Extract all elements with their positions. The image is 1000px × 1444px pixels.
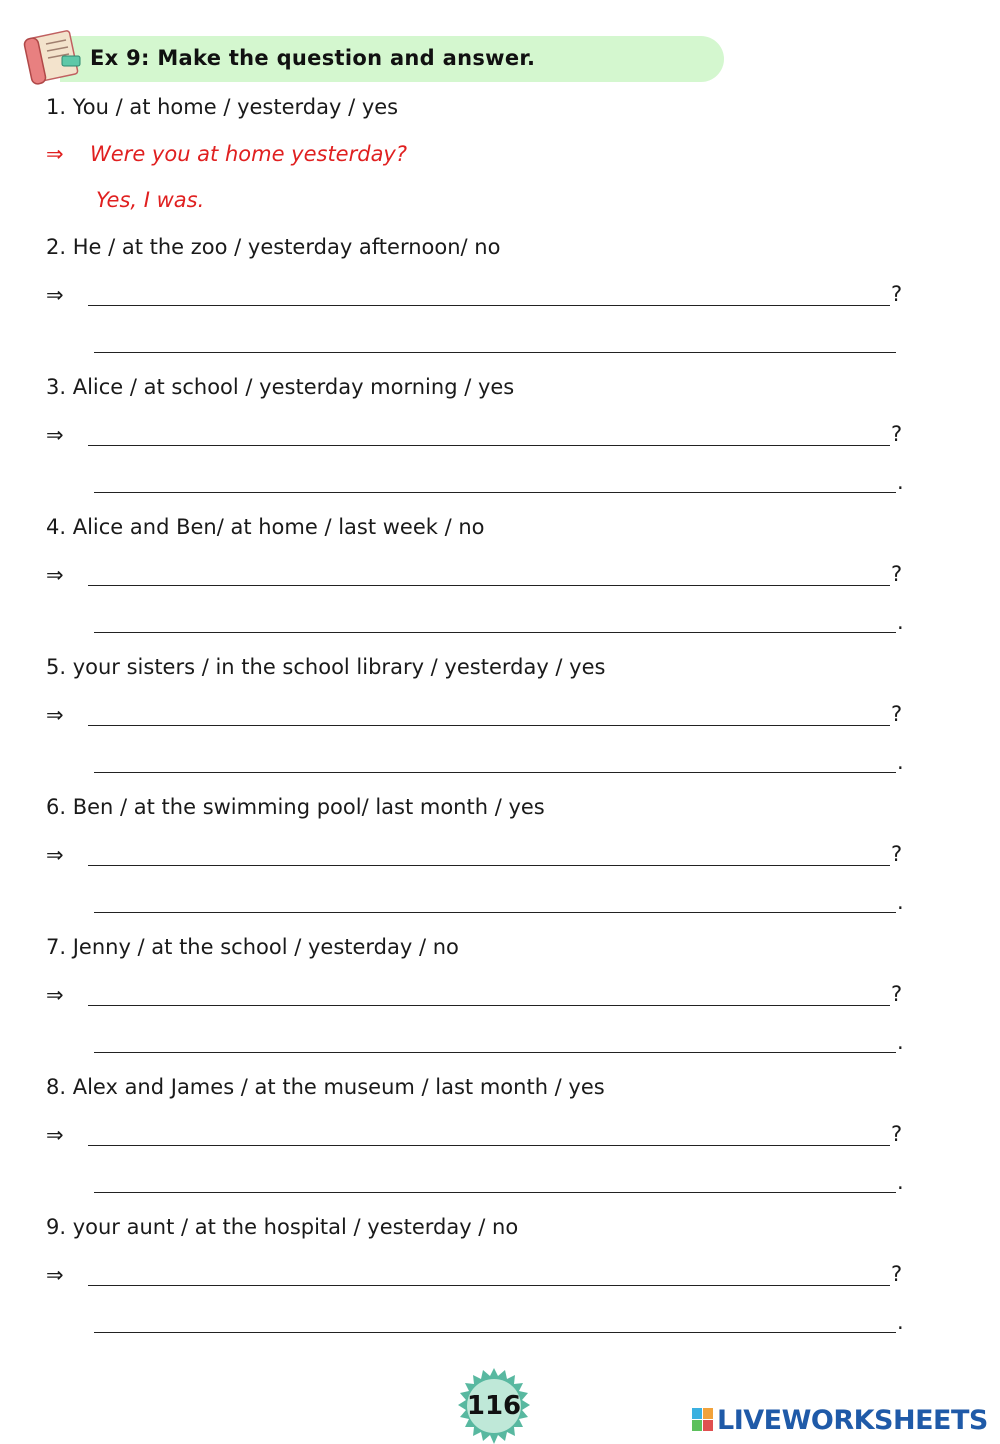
answer-end-mark: . (897, 1170, 904, 1194)
brand-logo (692, 1402, 988, 1438)
item-prompt: 3. Alice / at school / yesterday morning / yes (46, 375, 515, 399)
question-answer-line[interactable] (88, 585, 890, 586)
item-arrow: ⇒ (46, 563, 64, 587)
example-answer: Yes, I was. (96, 188, 205, 212)
item-prompt: 8. Alex and James / at the museum / last month / yes (46, 1075, 605, 1099)
answer-line[interactable] (94, 1192, 896, 1193)
item-prompt: 5. your sisters / in the school library / yesterday / yes (46, 655, 606, 679)
item-arrow: ⇒ (46, 983, 64, 1007)
answer-end-mark: . (897, 470, 904, 494)
question-mark: ? (891, 982, 903, 1006)
question-answer-line[interactable] (88, 305, 890, 306)
answer-line[interactable] (94, 1052, 896, 1053)
question-mark: ? (891, 562, 903, 586)
example-prompt: 1. You / at home / yesterday / yes (46, 95, 399, 119)
item-prompt: 4. Alice and Ben/ at home / last week / no (46, 515, 485, 539)
item-arrow: ⇒ (46, 1123, 64, 1147)
answer-line[interactable] (94, 492, 896, 493)
liveworksheets-logo-icon (692, 1408, 714, 1432)
item-arrow: ⇒ (46, 1263, 64, 1287)
answer-line[interactable] (94, 772, 896, 773)
item-arrow: ⇒ (46, 283, 64, 307)
question-mark: ? (891, 842, 903, 866)
item-prompt: 7. Jenny / at the school / yesterday / no (46, 935, 459, 959)
question-answer-line[interactable] (88, 1005, 890, 1006)
item-arrow: ⇒ (46, 423, 64, 447)
question-mark: ? (891, 1122, 903, 1146)
question-answer-line[interactable] (88, 865, 890, 866)
answer-end-mark: . (897, 1030, 904, 1054)
page-number: 116 (466, 1391, 522, 1421)
answer-line[interactable] (94, 1332, 896, 1333)
question-mark: ? (891, 422, 903, 446)
answer-line[interactable] (94, 352, 896, 353)
question-answer-line[interactable] (88, 725, 890, 726)
answer-end-mark: . (897, 610, 904, 634)
question-answer-line[interactable] (88, 1145, 890, 1146)
question-mark: ? (891, 702, 903, 726)
answer-end-mark: . (897, 1310, 904, 1334)
brand-name: LIVEWORKSHEETS (717, 1404, 988, 1436)
answer-line[interactable] (94, 912, 896, 913)
exercise-title: Ex 9: Make the question and answer. (90, 46, 536, 70)
item-prompt: 9. your aunt / at the hospital / yesterday / no (46, 1215, 519, 1239)
question-mark: ? (891, 1262, 903, 1286)
example-arrow: ⇒ (46, 142, 64, 166)
book-icon (22, 26, 84, 88)
item-arrow: ⇒ (46, 703, 64, 727)
item-prompt: 6. Ben / at the swimming pool/ last month / yes (46, 795, 545, 819)
item-arrow: ⇒ (46, 843, 64, 867)
question-answer-line[interactable] (88, 445, 890, 446)
question-mark: ? (891, 282, 903, 306)
item-prompt: 2. He / at the zoo / yesterday afternoon/ no (46, 235, 501, 259)
answer-end-mark: . (897, 750, 904, 774)
question-answer-line[interactable] (88, 1285, 890, 1286)
answer-line[interactable] (94, 632, 896, 633)
example-question: Were you at home yesterday? (90, 142, 408, 166)
answer-end-mark: . (897, 890, 904, 914)
